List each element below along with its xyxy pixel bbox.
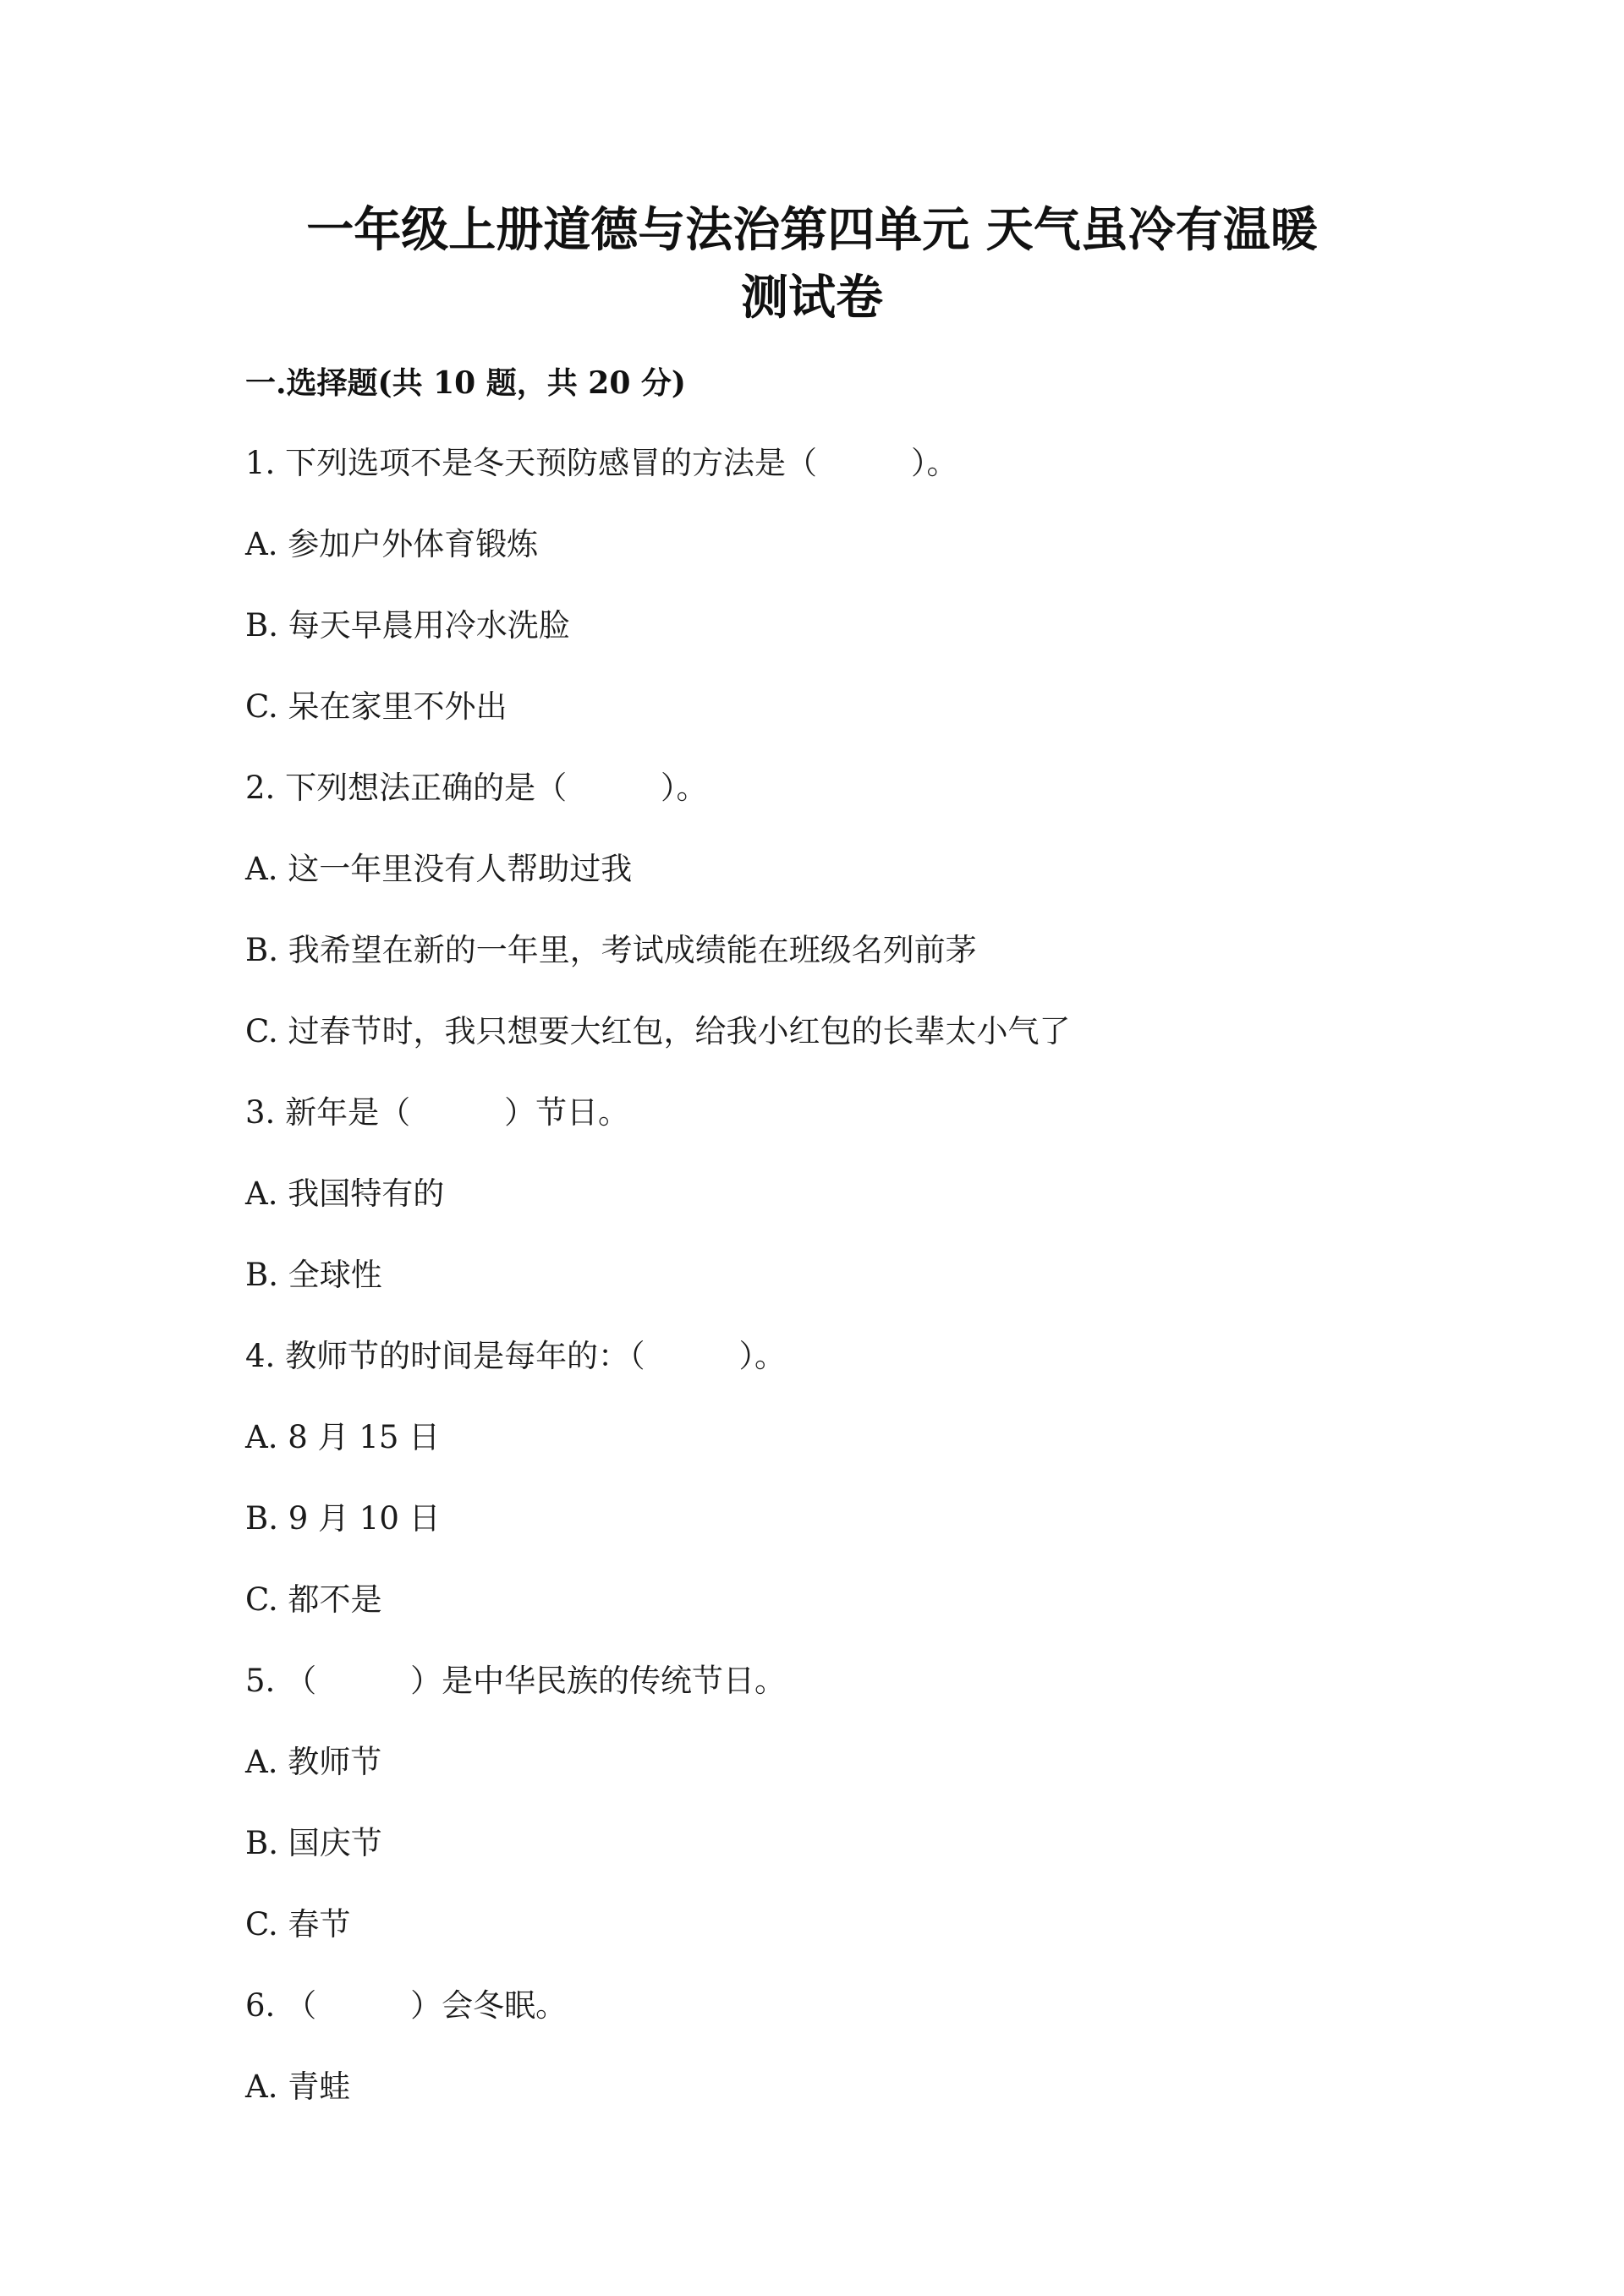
question-1-option-b: B. 每天早晨用冷水洗脸 (245, 607, 570, 644)
question-6-option-a: A. 青蛙 (245, 2069, 351, 2105)
question-2-stem: 2. 下列想法正确的是（ ）。 (245, 770, 708, 806)
question-list (245, 440, 1429, 2145)
question-3-option-a: A. 我国特有的 (245, 1175, 445, 1212)
question-4-option-b: B. 9 月 10 日 (245, 1500, 441, 1537)
question-4-stem: 4. 教师节的时间是每年的：（ ）。 (245, 1338, 787, 1374)
question-5-option-b: B. 国庆节 (245, 1825, 382, 1861)
exam-title-continuation: 测试卷 (741, 270, 883, 326)
question-4-option-c: C. 都不是 (245, 1581, 382, 1618)
question-1-stem: 1. 下列选项不是冬天预防感冒的方法是（ ）。 (245, 445, 958, 481)
question-1-option-a: A. 参加户外体育锻炼 (245, 526, 539, 562)
question-3-option-b: B. 全球性 (245, 1257, 382, 1293)
question-1-option-c: C. 呆在家里不外出 (245, 688, 508, 725)
section-heading-multiple-choice: 一.选择题(共 10 题，共 20 分) (245, 365, 686, 401)
question-4-option-a: A. 8 月 15 日 (245, 1419, 441, 1455)
question-3-stem: 3. 新年是（ ）节日。 (245, 1094, 630, 1131)
question-6-stem: 6. （ ）会冬眠。 (245, 1987, 568, 2024)
question-2-option-b: B. 我希望在新的一年里，考试成绩能在班级名列前茅 (245, 932, 977, 968)
question-2-option-a: A. 这一年里没有人帮助过我 (245, 851, 633, 887)
question-5-option-c: C. 春节 (245, 1906, 351, 1943)
exam-title: 一年级上册道德与法治第四单元 天气虽冷有温暖 (306, 202, 1318, 258)
question-2-option-c: C. 过春节时，我只想要大红包，给我小红包的长辈太小气了 (245, 1013, 1071, 1049)
question-5-option-a: A. 教师节 (245, 1744, 382, 1780)
question-5-stem: 5. （ ）是中华民族的传统节日。 (245, 1663, 787, 1699)
